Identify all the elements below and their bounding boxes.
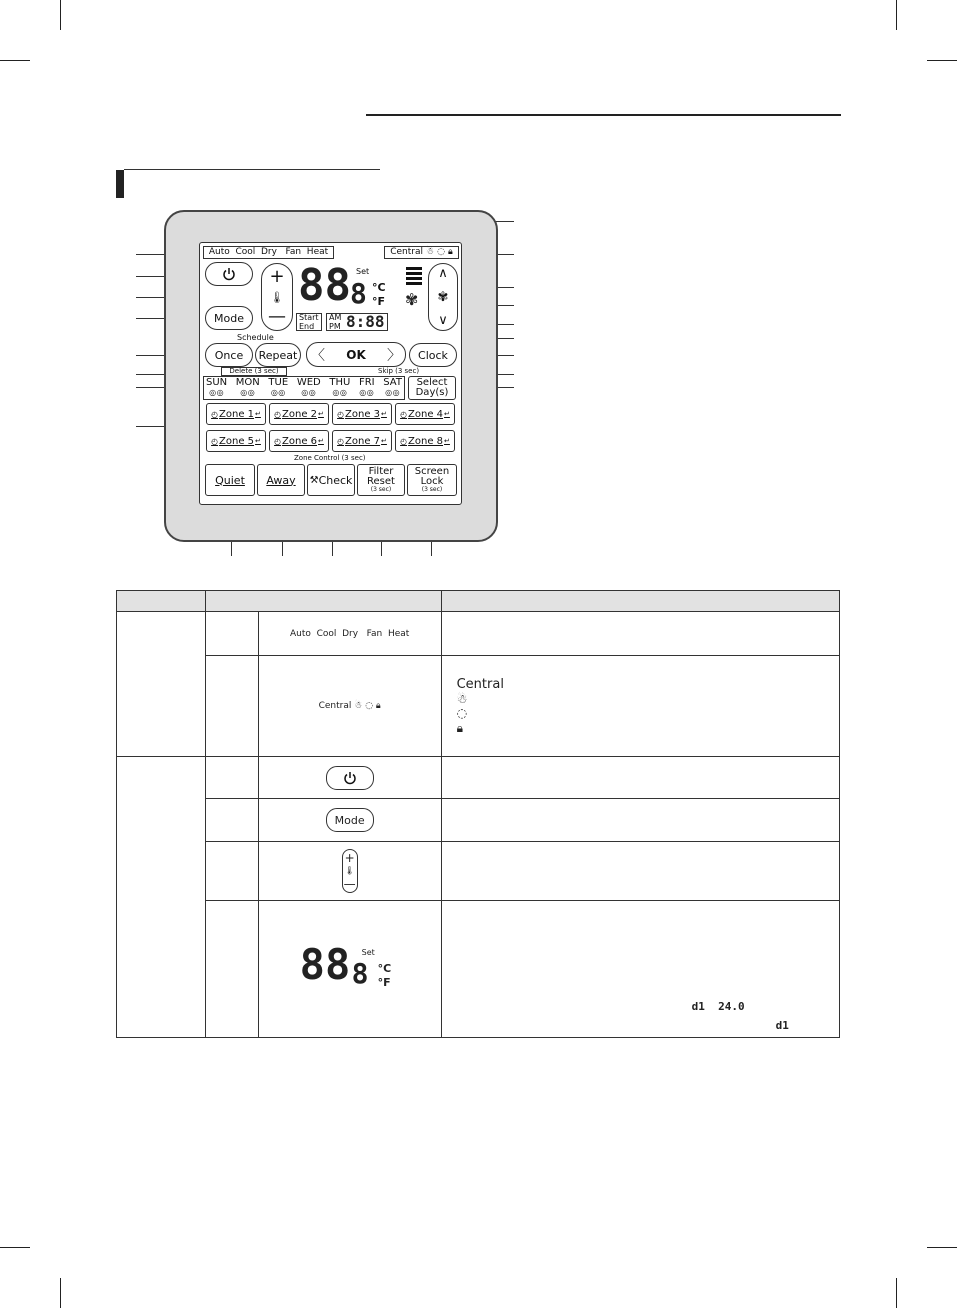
check-label: Check <box>318 473 353 487</box>
table-row <box>117 612 840 656</box>
filter-icon: ◌ <box>456 706 468 721</box>
select-days-label-2: Day(s) <box>415 387 449 398</box>
filter-label-2: Reset <box>367 476 395 487</box>
clock-digits: 8:88 <box>346 312 385 331</box>
repeat-icon: ↵ <box>255 437 261 445</box>
mode-list-text: Auto Cool Dry Fan Heat <box>289 628 410 639</box>
start-end-box <box>296 313 322 331</box>
table-row <box>117 799 840 842</box>
repeat-icon: ↵ <box>381 437 387 445</box>
zone-2-button[interactable]: ◴ Zone 2 ↵ <box>269 403 329 425</box>
minus-icon: — <box>343 877 356 891</box>
unit-celsius: °C <box>372 281 386 294</box>
clock-icon: ◴ <box>274 409 282 419</box>
day-fri: FRI ◎◎ <box>358 377 375 397</box>
central-text: Central <box>318 701 352 711</box>
day-tue: TUE ◎◎ <box>268 377 289 397</box>
clock-icon: ◴ <box>211 436 219 446</box>
delete-label: Delete (3 sec) <box>229 367 279 375</box>
filter-label-3: (3 sec) <box>370 486 392 493</box>
fan-level-bars <box>406 267 422 289</box>
repeat-button[interactable]: Repeat <box>255 343 301 367</box>
filter-icon: ◌ <box>437 247 445 257</box>
crop-mark <box>927 1247 957 1248</box>
lock-icon: 🔒︎ <box>456 720 463 735</box>
zone-1-button[interactable]: ◴ Zone 1 ↵ <box>206 403 266 425</box>
plus-icon: + <box>344 851 355 865</box>
repeat-icon: ↵ <box>318 437 324 445</box>
repeat-icon: ↵ <box>255 410 261 418</box>
error-code-example: d1 24.0 <box>691 1000 745 1013</box>
central-desc: Central <box>456 676 504 692</box>
day-wed: WED ◎◎ <box>296 377 321 397</box>
day-sun: SUN ◎◎ <box>206 377 228 397</box>
zone-5-button[interactable]: ◴ Zone 5 ↵ <box>206 430 266 452</box>
check-button[interactable] <box>307 464 355 496</box>
repeat-icon: ↵ <box>444 410 450 418</box>
fan-icon: ✾ <box>437 289 449 305</box>
clock-display <box>326 313 388 331</box>
defrost-icon: ☃ <box>456 691 468 706</box>
central-status-box <box>384 246 459 259</box>
right-arrow-button[interactable]: 〉 <box>387 347 401 364</box>
error-code-short: d1 <box>775 1019 789 1032</box>
power-icon <box>222 267 236 281</box>
power-button-illustration <box>326 766 374 790</box>
fan-icon: ✾ <box>405 290 419 309</box>
day-sat: SAT ◎◎ <box>383 377 402 397</box>
ok-button[interactable]: OK <box>346 347 366 362</box>
table-row <box>117 757 840 799</box>
once-button[interactable]: Once <box>205 343 253 367</box>
fan-speed-buttons[interactable] <box>428 263 458 331</box>
pm-label: PM <box>329 322 341 331</box>
thermometer-icon: 🌡︎ <box>270 290 284 304</box>
away-label: Away <box>266 473 296 487</box>
section-marker <box>116 170 124 198</box>
chevron-down-icon[interactable]: ∨ <box>438 313 448 328</box>
days-box <box>203 376 405 400</box>
table-header-row <box>117 591 840 612</box>
crop-mark <box>896 1278 897 1308</box>
chevron-up-icon[interactable]: ∧ <box>438 266 448 281</box>
zone-8-button[interactable]: ◴ Zone 8 ↵ <box>395 430 455 452</box>
filter-reset-button[interactable] <box>357 464 405 496</box>
lock-icon: 🔒︎ <box>375 701 381 711</box>
repeat-icon: ↵ <box>381 410 387 418</box>
reference-table <box>116 590 840 1038</box>
display-set-label: Set <box>361 948 375 957</box>
schedule-label: Schedule <box>237 333 274 342</box>
set-label: Set <box>356 267 370 276</box>
defrost-icon: ☃ <box>426 247 435 257</box>
minus-icon[interactable]: — <box>268 306 286 327</box>
clock-icon: ◴ <box>274 436 282 446</box>
table-row <box>117 656 840 757</box>
away-button[interactable] <box>257 464 305 496</box>
am-label: AM <box>329 313 342 322</box>
end-label: End <box>299 322 315 331</box>
central-label: Central <box>390 247 424 257</box>
clock-icon: ◴ <box>400 436 408 446</box>
temperature-decimal: 8 <box>350 277 367 310</box>
clock-icon: ◴ <box>211 409 219 419</box>
crop-mark <box>60 1278 61 1308</box>
start-label: Start <box>299 313 319 322</box>
day-mon: MON ◎◎ <box>235 377 260 397</box>
power-icon <box>343 771 357 785</box>
temperature-digits: 88 <box>298 260 351 311</box>
zone-control-label: Zone Control (3 sec) <box>294 454 366 462</box>
zone-7-button[interactable]: ◴ Zone 7 ↵ <box>332 430 392 452</box>
clock-button[interactable]: Clock <box>409 343 457 367</box>
zone-4-button[interactable]: ◴ Zone 4 ↵ <box>395 403 455 425</box>
quiet-button[interactable] <box>205 464 255 496</box>
section-rule <box>124 169 380 170</box>
lock-icon: 🔒︎ <box>447 247 453 257</box>
filter-icon: ◌ <box>365 701 374 711</box>
filter-label: Filter <box>368 466 394 477</box>
delete-label-box <box>221 367 287 376</box>
thermometer-icon: 🌡︎ <box>344 866 355 875</box>
display-celsius: °C <box>377 962 392 975</box>
display-decimal: 8 <box>351 957 369 990</box>
temperature-display <box>296 262 388 312</box>
mode-button[interactable]: Mode <box>205 306 253 330</box>
left-arrow-button[interactable]: 〈 <box>311 347 325 364</box>
screen-lock-button[interactable] <box>407 464 457 496</box>
select-days-button[interactable] <box>408 376 456 400</box>
display-fahrenheit: °F <box>377 976 391 989</box>
quiet-label: Quiet <box>215 473 245 487</box>
temperature-buttons[interactable] <box>261 263 293 331</box>
lock-label-2: Lock <box>420 476 444 487</box>
crop-mark <box>927 60 957 61</box>
repeat-icon: ↵ <box>318 410 324 418</box>
plus-icon[interactable]: + <box>269 266 285 287</box>
table-row <box>117 842 840 901</box>
crop-mark <box>896 0 897 30</box>
clock-icon: ◴ <box>337 436 345 446</box>
lock-label: Screen <box>414 466 450 477</box>
wrench-icon: ⚒ <box>309 474 319 486</box>
unit-fahrenheit: °F <box>372 295 386 308</box>
display-illustration <box>299 940 400 994</box>
repeat-icon: ↵ <box>444 437 450 445</box>
clock-icon: ◴ <box>400 409 408 419</box>
mode-button-illustration: Mode <box>326 808 374 832</box>
clock-icon: ◴ <box>337 409 345 419</box>
display-digits: 88 <box>299 940 351 989</box>
day-thu: THU ◎◎ <box>329 377 351 397</box>
defrost-icon: ☃ <box>354 701 363 711</box>
crop-mark <box>60 0 61 30</box>
temperature-button-illustration <box>342 849 358 893</box>
select-days-label: Select <box>416 376 448 388</box>
mode-labels: Auto Cool Dry Fan Heat <box>208 247 329 257</box>
lock-label-3: (3 sec) <box>421 486 443 493</box>
crop-mark <box>0 1247 30 1248</box>
zone-3-button[interactable]: ◴ Zone 3 ↵ <box>332 403 392 425</box>
skip-label: Skip (3 sec) <box>378 367 420 375</box>
mode-labels-box <box>203 246 334 259</box>
power-button[interactable] <box>205 262 253 286</box>
crop-mark <box>0 60 30 61</box>
header-rule <box>366 114 841 116</box>
table-row <box>117 901 840 1038</box>
zone-6-button[interactable]: ◴ Zone 6 ↵ <box>269 430 329 452</box>
navigation-pad <box>306 342 406 367</box>
